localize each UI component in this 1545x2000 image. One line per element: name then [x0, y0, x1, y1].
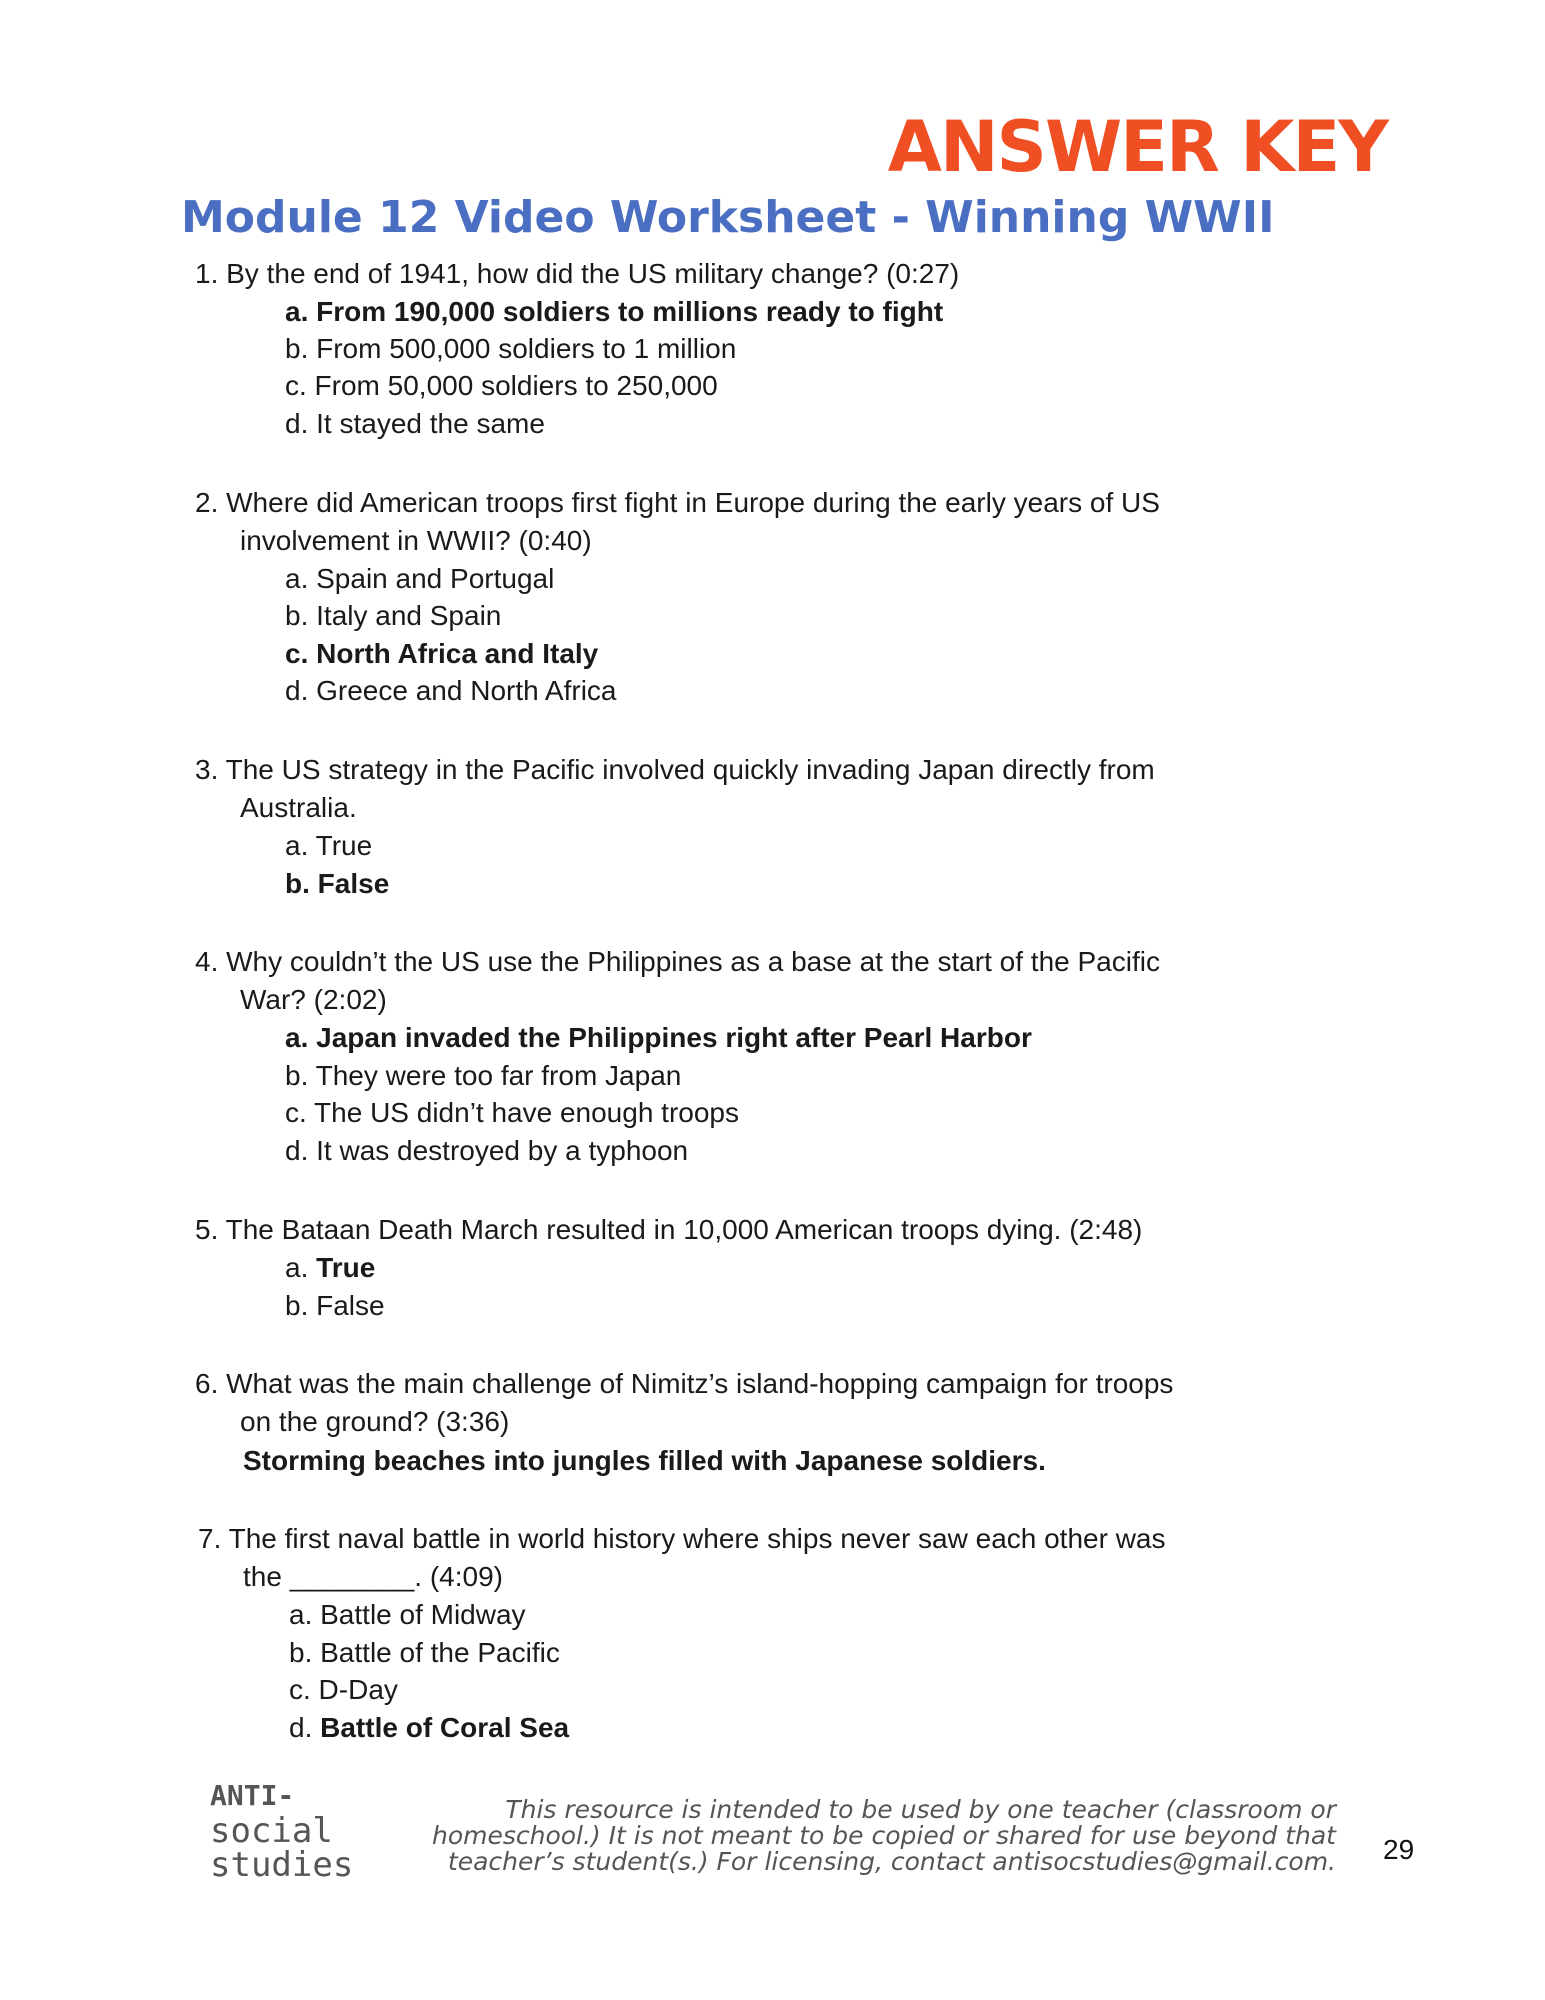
- q7-option-c: c. D-Day: [289, 1674, 398, 1705]
- q1-option-b: b. From 500,000 soldiers to 1 million: [285, 333, 737, 364]
- q1-option-d: d. It stayed the same: [285, 408, 545, 439]
- question-7: 7. The first naval battle in world history where ships never saw each other was: [198, 1523, 1166, 1554]
- q2-option-d: d. Greece and North Africa: [285, 675, 617, 706]
- q1-option-c: c. From 50,000 soldiers to 250,000: [285, 370, 718, 401]
- q2-option-c: c. North Africa and Italy: [285, 638, 599, 669]
- q1-option-a: a. From 190,000 soldiers to millions ready to fight: [285, 296, 944, 327]
- logo-line-3: studies: [210, 1845, 354, 1885]
- q5-option-b: b. False: [285, 1290, 385, 1321]
- question-6-cont: on the ground? (3:36): [240, 1406, 510, 1437]
- page-title: Module 12 Video Worksheet - Winning WWII: [181, 192, 1275, 243]
- q5-option-a: [285, 1254, 375, 1282]
- q7-option-a: a. Battle of Midway: [289, 1599, 526, 1630]
- q2-option-b: b. Italy and Spain: [285, 600, 502, 631]
- license-notice: [376, 1797, 1336, 1875]
- q4-option-b: b. They were too far from Japan: [285, 1060, 682, 1091]
- question-2-cont: involvement in WWII? (0:40): [240, 525, 592, 556]
- q4-option-a: a. Japan invaded the Philippines right after Pearl Harbor: [285, 1022, 1032, 1053]
- question-4-cont: War? (2:02): [240, 984, 387, 1015]
- question-2: 2. Where did American troops first fight in Europe during the early years of US: [195, 487, 1160, 518]
- question-3: 3. The US strategy in the Pacific involved quickly invading Japan directly from: [195, 754, 1155, 785]
- q5-option-a-prefix: a.: [285, 1252, 317, 1283]
- q4-option-d: d. It was destroyed by a typhoon: [285, 1135, 689, 1166]
- q3-option-a: a. True: [285, 830, 373, 861]
- question-6: 6. What was the main challenge of Nimitz’s island-hopping campaign for troops: [195, 1368, 1174, 1399]
- question-3-cont: Australia.: [240, 792, 357, 823]
- notice-line-3: teacher’s student(s.) For licensing, contact antisocstudies@gmail.com.: [447, 1847, 1336, 1876]
- notice-line-1: This resource is intended to be used by one teacher (classroom or: [505, 1795, 1336, 1824]
- q3-option-b: b. False: [285, 868, 390, 899]
- logo-line-2: social: [210, 1811, 333, 1851]
- q4-option-c: c. The US didn’t have enough troops: [285, 1097, 740, 1128]
- page-number: 29: [1383, 1834, 1415, 1865]
- q7-option-d: [289, 1714, 569, 1742]
- q6-answer: Storming beaches into jungles filled with Japanese soldiers.: [243, 1445, 1046, 1476]
- anti-social-studies-logo: [210, 1779, 354, 1885]
- question-1: 1. By the end of 1941, how did the US military change? (0:27): [195, 258, 960, 289]
- question-7-cont: the ________. (4:09): [243, 1561, 503, 1592]
- q7-option-b: b. Battle of the Pacific: [289, 1637, 560, 1668]
- q2-option-a: a. Spain and Portugal: [285, 563, 555, 594]
- question-4: 4. Why couldn’t the US use the Philippines as a base at the start of the Pacific: [195, 946, 1160, 977]
- q7-option-d-answer: Battle of Coral Sea: [320, 1712, 570, 1743]
- answer-key-heading: ANSWER KEY: [887, 106, 1387, 188]
- q5-option-a-answer: True: [316, 1252, 376, 1283]
- logo-line-1: ANTI-: [210, 1779, 295, 1812]
- question-5: 5. The Bataan Death March resulted in 10,000 American troops dying. (2:48): [195, 1214, 1143, 1245]
- q7-option-d-prefix: d.: [289, 1712, 321, 1743]
- notice-line-2: homeschool.) It is not meant to be copied or shared for use beyond that: [431, 1821, 1336, 1850]
